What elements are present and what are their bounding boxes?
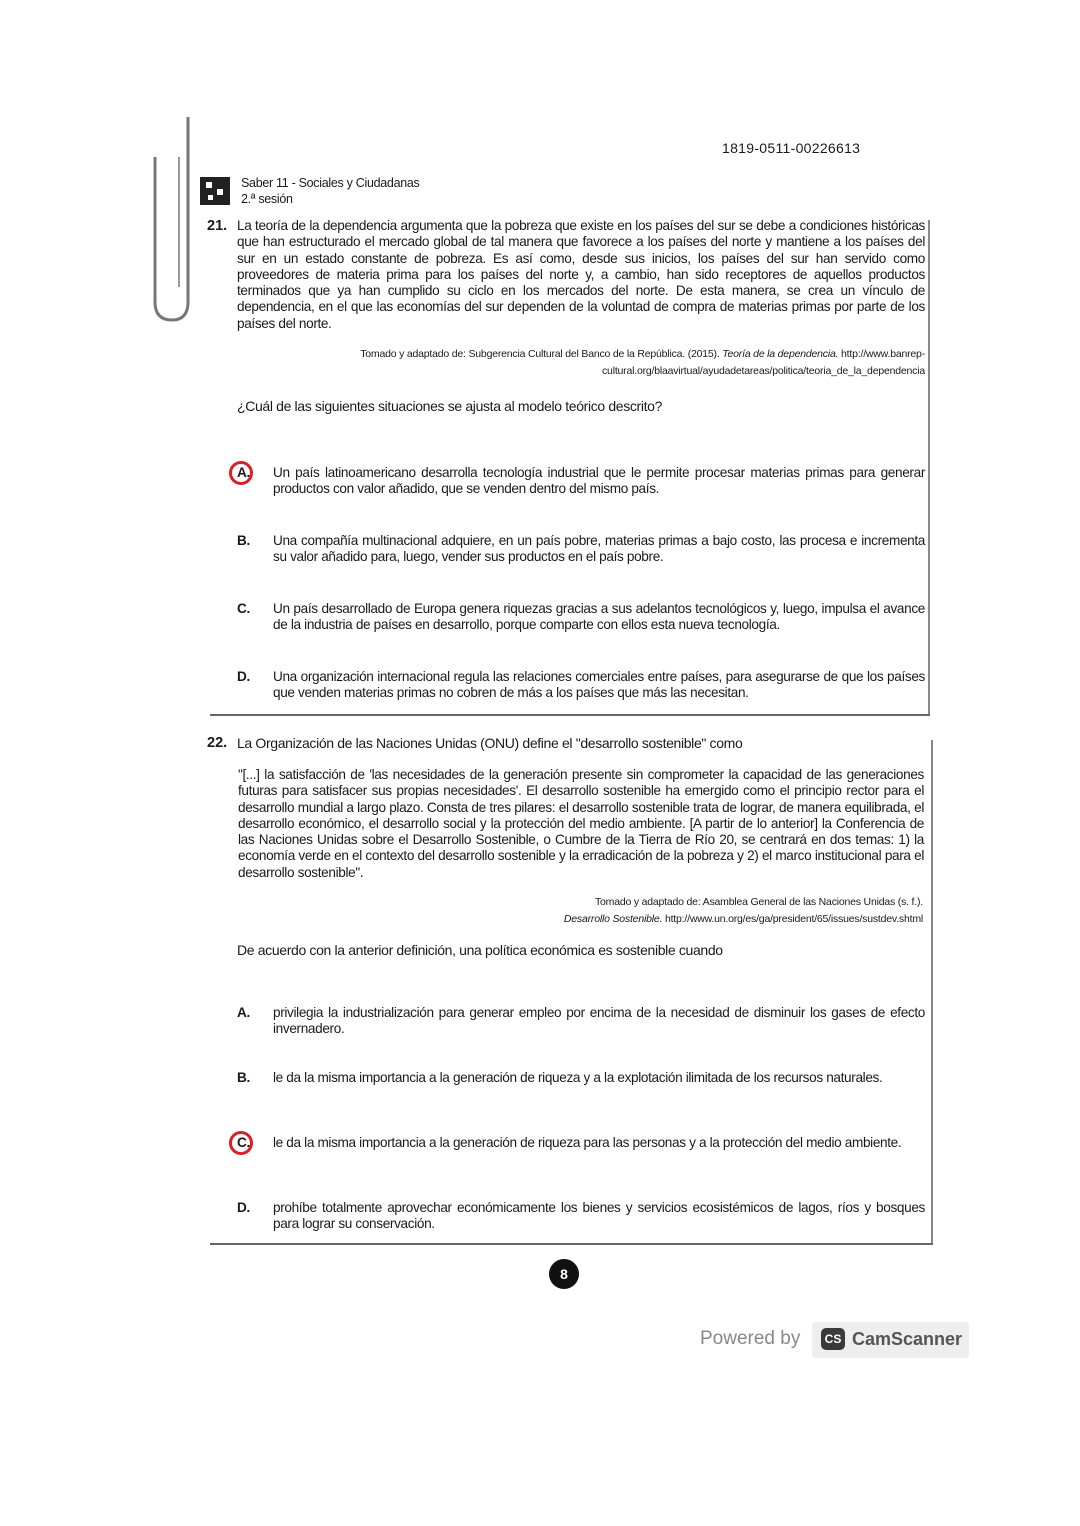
option-letter: C. xyxy=(237,601,250,616)
option-letter: D. xyxy=(237,1200,250,1215)
option-text: le da la misma importancia a la generación de riqueza para las personas y a la protección del medio ambiente. xyxy=(273,1135,902,1150)
option-text: Un país latinoamericano desarrolla tecnología industrial que le permite procesar materias primas para generar productos con valor añadido, que se venden dentro del mismo país. xyxy=(273,465,925,497)
question-22-options xyxy=(0,1005,1080,1245)
camscanner-logo-icon: CS xyxy=(821,1328,845,1350)
exam-title: Saber 11 - Sociales y Ciudadanas xyxy=(241,176,420,190)
option-letter: A. xyxy=(237,465,250,480)
option-letter: B. xyxy=(237,533,250,548)
divider-line xyxy=(210,714,930,716)
source-title: Teoría de la dependencia. xyxy=(722,348,839,360)
option-text: prohíbe totalmente aprovechar económicamente los bienes y servicios ecosistémicos de lagos, ríos y bosques para lograr su conservación. xyxy=(273,1200,925,1232)
paper-clip-icon xyxy=(145,112,195,327)
camscanner-badge xyxy=(812,1322,969,1358)
exam-session: 2.ª sesión xyxy=(241,192,293,206)
question-21-options xyxy=(0,465,1080,705)
option-letter: D. xyxy=(237,669,250,684)
question-22-prompt: De acuerdo con la anterior definición, una política económica es sostenible cuando xyxy=(237,942,723,958)
question-21-source xyxy=(250,346,925,380)
option-text: Un país desarrollado de Europa genera riquezas gracias a sus adelantos tecnológicos y, luego, impulsa el avance de la industria de países en desarrollo, porque comparte con ellos esta nueva tecnología. xyxy=(273,601,925,633)
icfes-logo-icon xyxy=(200,177,230,205)
option-letter: A. xyxy=(237,1005,250,1020)
option-letter: C. xyxy=(237,1135,250,1150)
source-line: Tomado y adaptado de: Asamblea General de las Naciones Unidas (s. f.). xyxy=(594,896,923,908)
border-line xyxy=(931,740,933,1245)
camscanner-brand: CamScanner xyxy=(852,1329,963,1349)
source-url: http://www.un.org/es/ga/president/65/issues/sustdev.shtml xyxy=(662,913,923,925)
question-number: 22. xyxy=(207,735,228,751)
source-prefix: Tomado y adaptado de: Subgerencia Cultural del Banco de la República. (2015). xyxy=(360,348,723,360)
border-line xyxy=(928,220,930,715)
selected-answer-circle xyxy=(229,461,253,485)
powered-by-text: Powered by xyxy=(700,1328,801,1349)
question-22-source xyxy=(400,894,923,928)
question-number: 21. xyxy=(207,218,228,234)
question-22-quote: "[...] la satisfacción de 'las necesidades de la generación presente sin comprometer la capacidad de las generaciones futuras para satisfacer sus propias necesidades'. El desarrollo sostenible ha emergido como el principio rector para el desarrollo mundial a largo plazo. Consta de tres pilares: el desarrollo sostenible trata de lograr, de manera equilibrada, el desarrollo económico, el desarrollo social y la protección del medio ambiente. [A partir de lo anterior] la Conferencia de las Naciones Unidas sobre el Desarrollo Sostenible, o Cumbre de la Tierra de Río 20, se centrará en dos temas: 1) la economía verde en el contexto del desarrollo sostenible y la erradicación de la pobreza y 2) el marco institucional para el desarrollo sostenible". xyxy=(238,767,924,880)
option-letter: B. xyxy=(237,1070,250,1085)
question-22-intro: La Organización de las Naciones Unidas (ONU) define el "desarrollo sostenible" como xyxy=(237,735,743,751)
exam-header xyxy=(241,175,419,207)
source-title: Desarrollo Sostenible. xyxy=(563,913,663,925)
option-text: le da la misma importancia a la generación de riqueza y a la explotación ilimitada de los recursos naturales. xyxy=(273,1070,883,1085)
option-text: Una organización internacional regula las relaciones comerciales entre países, para asegurarse de que los países que venden materias primas no cobren de más a los países que más las necesitan. xyxy=(273,669,925,701)
page-number: 8 xyxy=(549,1259,579,1289)
question-21-text: La teoría de la dependencia argumenta que la pobreza que existe en los países del sur se debe a condiciones históricas que han estructurado el mercado global de tal manera que favorece a los países del norte y mantiene a los países del sur en un estado constante de pobreza. Es así como, desde sus inicios, los países del sur han servido como proveedores de materia prima para los países del norte y, a cambio, han sido receptores de aquellos productos terminados que ya han cumplido su ciclo en los mercados del norte. De esta manera, se crea un vínculo de dependencia, en el que las economías del sur dependen de la voluntad de compra de materias primas por parte de los países del norte. xyxy=(237,218,925,331)
source-url: http://www.banrep-cultural.org/blaavirtual/ayudadetareas/politica/teoria_de_la_dependencia xyxy=(602,348,925,377)
option-text: Una compañía multinacional adquiere, en un país pobre, materias primas a bajo costo, las procesa e incrementa su valor añadido para, luego, vender sus productos en el país pobre. xyxy=(273,533,925,565)
question-21-prompt: ¿Cuál de las siguientes situaciones se ajusta al modelo teórico descrito? xyxy=(237,398,663,414)
divider-line xyxy=(210,1243,933,1245)
document-code: 1819-0511-00226613 xyxy=(722,140,861,156)
option-text: privilegia la industrialización para generar empleo por encima de la necesidad de disminuir los gases de efecto invernadero. xyxy=(273,1005,925,1037)
